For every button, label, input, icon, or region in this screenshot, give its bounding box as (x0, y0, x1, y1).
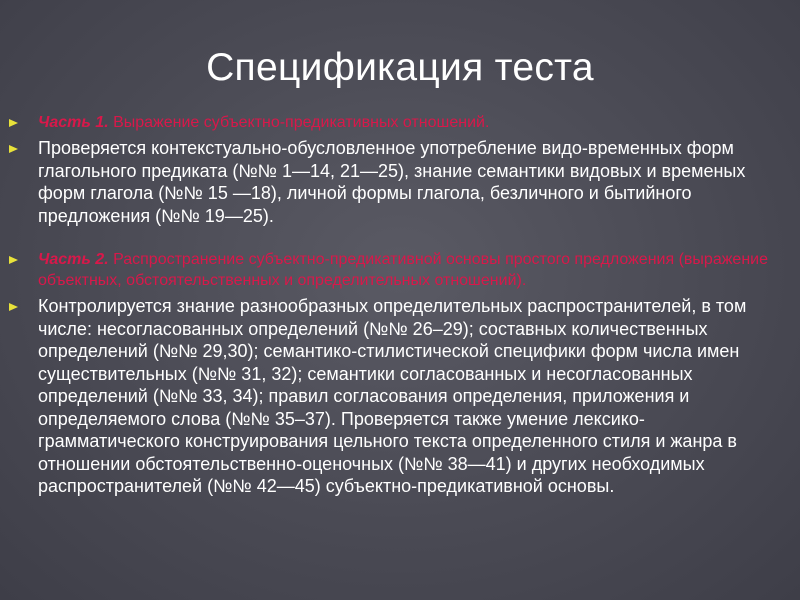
bullet-arrow-icon (9, 256, 18, 264)
part2-description-text: Контролируется знание разнообразных определительных распространителей, в том числе: несогласованных определений (№№ 26–29); составных количественных определений (№№ 29,30); семантико-стилистической специфики форм числа имен существительных (№№ 31, 32); семантики согласованных и несогласованных определений (№№ 33, 34); правил согласования определения, приложения и определяемого слова (№№ 35–37). Проверяется также умение лексико-грамматического конструирования цельного текста определенного стиля и жанра в отношении обстоятельственно-оценочных (№№ 38—41) и других необходимых распространителей (№№ 42—45) субъектно-предикативной основы. (38, 296, 747, 496)
slide-title: Спецификация теста (206, 46, 594, 89)
bullet-part2-description (0, 295, 800, 498)
part1-title: Выражение субъектно-предикативных отношений. (108, 114, 490, 131)
bullet-part2-heading (0, 249, 800, 291)
part2-title: Распространение субъектно-предикативной основы простого предложения (выражение объектных, обстоятельственных и определительных отношений). (38, 251, 768, 289)
slide-content (0, 112, 800, 498)
part1-label: Часть 1. (38, 114, 109, 131)
bullet-arrow-icon (9, 303, 18, 311)
bullet-arrow-icon (9, 119, 18, 127)
part1-description-text: Проверяется контекстуально-обусловленное употребление видо-временных форм глагольного предиката (№№ 1—14, 21—25), знание семантики видовых и временых форм глагола (№№ 15 —18), личной формы глагола, безличного и бытийного предложения (№№ 19—25). (38, 138, 746, 226)
part2-label: Часть 2. (38, 251, 109, 268)
bullet-part1-heading (0, 112, 800, 133)
bullet-arrow-icon (9, 145, 18, 153)
bullet-part1-description (0, 137, 800, 227)
